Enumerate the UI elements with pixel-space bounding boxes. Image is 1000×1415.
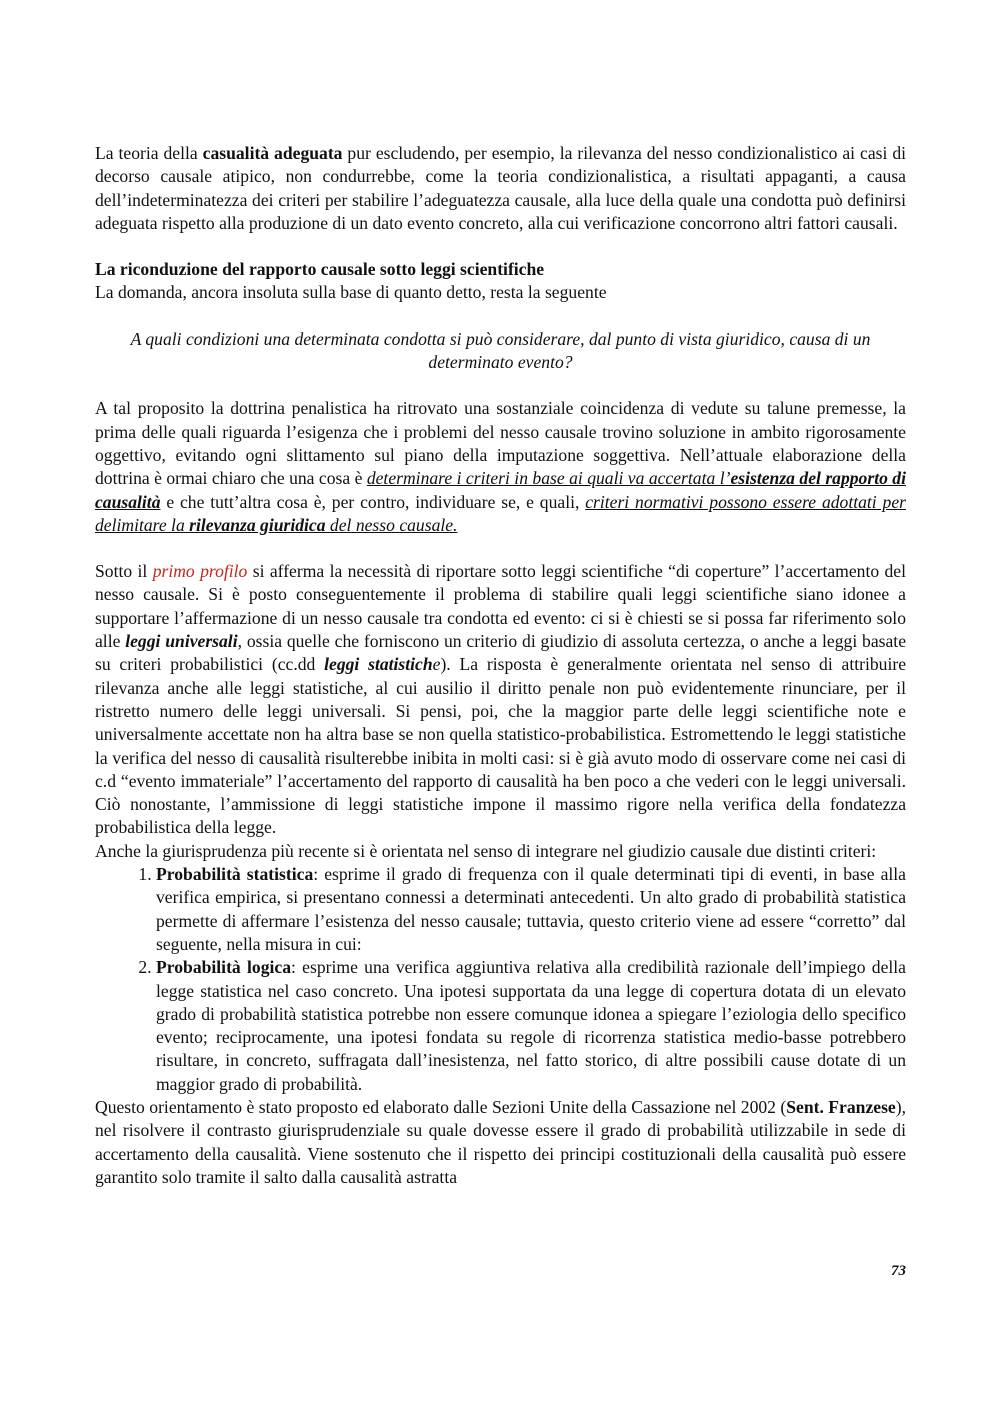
paragraph-doctrine bbox=[95, 397, 906, 537]
list-item-title: Probabilità logica bbox=[156, 957, 291, 978]
paragraph-question-intro: La domanda, ancora insoluta sulla base di quanto detto, resta la seguente bbox=[95, 282, 607, 303]
page-number: 73 bbox=[891, 1263, 906, 1279]
italic-suffix: e bbox=[432, 654, 441, 675]
text-run: Sotto il bbox=[95, 561, 153, 582]
bold-italic-term: leggi statistich bbox=[324, 654, 433, 675]
bold-italic-term: leggi universali bbox=[125, 631, 238, 652]
text-run: La teoria della bbox=[95, 143, 203, 163]
list-item bbox=[156, 956, 906, 1096]
underlined-bold-phrase: esistenza del rapporto di causalità bbox=[95, 468, 906, 512]
text-run: si afferma la necessità di riportare sotto leggi scientifiche “di coperture” l’accertamento del nesso causale. Si è posto conseguentemente il problema di stabilire quali leggi scientifiche siano idonee a supportare l’affermazione di un nesso causale tra condotta ed evento: ci si è chiesti se si possa far riferimento solo alle bbox=[95, 561, 907, 652]
text-run: ). La risposta è generalmente orientata nel senso di attribuire rilevanza anche alle leggi statistiche, al cui ausilio il diritto penale non può evidentemente rinunciare, per il ristretto numero delle leggi universali. Si pensi, poi, che la maggior parte delle leggi scientifiche note e universalmente accettate non ha altra base se non quella statistico-probabilistica. Estromettendo le leggi statistiche la verifica del nesso di causalità risulterebbe inibita in molti casi: si è già avuto modo di osservare come nei casi di c.d “evento immateriale” l’accertamento del rapporto di causalità ha ben poco a che vederi con le leggi universali. Ciò nonostante, l’ammissione di leggi statistiche impone il massimo rigore nella verifica della fondatezza probabilistica della legge. bbox=[95, 654, 907, 838]
underlined-phrase: del nesso causale. bbox=[325, 514, 458, 535]
text-run: e che tutt’altra cosa è, per contro, individuare se, e quali, bbox=[160, 491, 586, 512]
list-item-text: : esprime il grado di frequenza con il quale determinati tipi di eventi, in base alla verifica empirica, si presentano connessi a determinati antecedenti. Un alto grado di probabilità statistica permette di affermare l’esistenza del nesso causale; tuttavia, questo criterio viene ad essere “corretto” dal seguente, nella misura in cui: bbox=[156, 864, 906, 954]
italic-question: A quali condizioni una determinata condotta si può considerare, dal punto di vista giuridico, causa di un determinato evento? bbox=[130, 328, 871, 373]
text-run: , ossia quelle che forniscono un criterio di giudizio di assoluta certezza, o anche a leggi basate su criteri probabilistici (cc.dd bbox=[95, 631, 906, 675]
paragraph-first-profile bbox=[95, 560, 906, 840]
underlined-phrase: criteri normativi possono essere adottati per delimitare la bbox=[95, 491, 906, 535]
paragraph-jurisprudence: Anche la giurisprudenza più recente si è orientata nel senso di integrare nel giudizio causale due distinti criteri: bbox=[95, 840, 877, 861]
list-item bbox=[156, 863, 906, 956]
paragraph-sezioni-unite bbox=[95, 1096, 906, 1189]
underlined-phrase: determinare i criteri in base ai quali va accertata l’ bbox=[366, 468, 731, 489]
bold-term: casualità adeguata bbox=[202, 143, 343, 163]
text-run: Questo orientamento è stato proposto ed elaborato dalle Sezioni Unite della Cassazione nel 2002 ( bbox=[95, 1096, 787, 1117]
section-heading: La riconduzione del rapporto causale sotto leggi scientifiche bbox=[95, 259, 545, 280]
text-run: pur escludendo, per esempio, la rilevanza del nesso condizionalistico ai casi di decorso causale atipico, non condurrebbe, come la teoria condizionalistica, a risultati appaganti, a causa dell’indeterminatezza dei criteri per stabilire l’adeguatezza causale, alla luce della quale una condotta può definirsi adeguata rispetto alla produzione di un dato evento concreto, alla cui verificazione concorrono altri fattori causali. bbox=[95, 143, 906, 233]
text-run: A tal proposito la dottrina penalistica ha ritrovato una sostanziale coincidenza di vedute su talune premesse, la prima delle quali riguarda l’esigenza che i problemi del nesso causale trovino soluzione in ambito rigorosamente oggettivo, evitando ogni slittamento sul piano della imputazione soggettiva. Nell’attuale elaborazione della dottrina è ormai chiaro che una cosa è bbox=[95, 398, 906, 489]
document-page bbox=[95, 142, 906, 1189]
criteria-list bbox=[95, 863, 906, 1096]
list-item-title: Probabilità statistica bbox=[156, 864, 314, 885]
paragraph-adequate-causality bbox=[95, 142, 906, 235]
bold-term: Sent. Franzese bbox=[786, 1096, 896, 1117]
list-item-text: : esprime una verifica aggiuntiva relativa alla credibilità razionale dell’impiego della legge statistica nel caso concreto. Una ipotesi supportata da una legge di copertura dotata di un elevato grado di probabilità statistica potrebbe non essere comunque idonea a spiegare l’eziologia dello specifico evento; reciprocamente, una ipotesi fondata su regole di ricorrenza statistica medio-basse potrebbero risultare, in concreto, suffragata dall’inesistenza, nel fatto storico, di altre possibili cause dotate di un maggior grado di probabilità. bbox=[156, 957, 906, 1094]
underlined-bold-phrase: rilevanza giuridica bbox=[189, 514, 326, 535]
highlighted-phrase: primo profilo bbox=[152, 561, 248, 582]
text-run: ), nel risolvere il contrasto giurisprudenziale su quale dovesse essere il grado di probabilità utilizzabile in sede di accertamento della causalità. Viene sostenuto che il rispetto dei principi costituzionali della causalità può essere garantito solo tramite il salto dalla causalità astratta bbox=[95, 1096, 906, 1187]
